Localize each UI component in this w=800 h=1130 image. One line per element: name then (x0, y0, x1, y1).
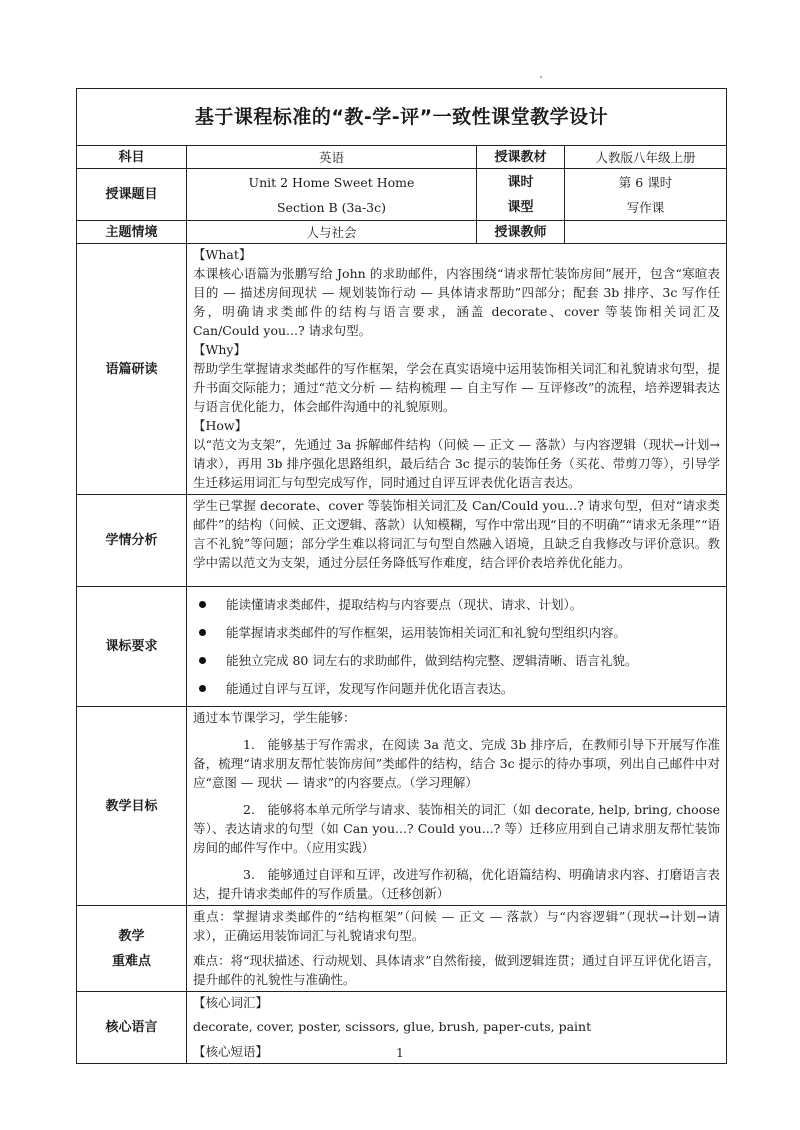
lesson-plan-table (76, 88, 727, 1064)
what-tag: 【What】 (193, 247, 252, 262)
objectives-content (187, 707, 727, 906)
material-label: 授课教材 (477, 146, 565, 169)
theme-value: 人与社会 (187, 221, 477, 244)
bullet-icon (199, 629, 206, 636)
objective-item: 1. 能够基于写作需求，在阅读 3a 范文、完成 3b 排序后，在教师引导下开展写作准备，梳理“请求朋友帮忙装饰房间”类邮件的结构，结合 3c 提示的待办事项，列出自己邮件中对应“意图 — 现状 — 请求”的内容要点。（学习理解） (193, 737, 720, 790)
text-study-content (187, 244, 727, 495)
key-points-label-line-1: 教学 (118, 928, 145, 944)
theme-label: 主题情境 (77, 221, 187, 244)
standards-item (193, 648, 720, 672)
standards-item-text: 能独立完成 80 词左右的求助邮件，做到结构完整、逻辑清晰、语言礼貌。 (226, 652, 638, 668)
objective-item: 3. 能够通过自评和互评，改进写作初稿，优化语篇结构、明确请求内容、打磨语言表达，提升请求类邮件的写作质量。（迁移创新） (193, 867, 720, 901)
objective-item: 2. 能够将本单元所学与请求、装饰相关的词汇（如 decorate, help, bring, choose 等）、表达请求的句型（如 Can you...? Could you...? 等）迁移应用到自己请求朋友帮忙装饰房间的邮件写作中。（应用实践） (193, 802, 720, 855)
document-title: 基于课程标准的“教-学-评”一致性课堂教学设计 (77, 89, 727, 146)
vocab-tag: 【核心词汇】 (193, 995, 269, 1010)
type-label: 课型 (507, 199, 534, 215)
teacher-value (565, 221, 727, 244)
type-value: 写作课 (626, 199, 665, 215)
key-points-label-line-2: 重难点 (111, 953, 151, 969)
teacher-label: 授课教师 (477, 221, 565, 244)
topic-line-2: Section B (3a-3c) (276, 199, 387, 215)
how-tag: 【How】 (193, 418, 248, 433)
phrase-tag: 【核心短语】 (193, 1044, 269, 1059)
standards-label: 课标要求 (77, 587, 187, 707)
standards-item (193, 676, 720, 700)
period-label: 课时 (507, 174, 534, 190)
learner-analysis-label: 学情分析 (77, 495, 187, 587)
objectives-label: 教学目标 (77, 707, 187, 906)
topic-label: 授课题目 (77, 169, 187, 221)
key-point-text: 重点：掌握请求类邮件的“结构框架”（问候 — 正文 — 落款）与“内容逻辑”（现状→计划→请求），正确运用装饰词汇与礼貌请求句型。 (193, 909, 720, 943)
scan-dot (540, 76, 542, 78)
period-type-value (565, 169, 727, 221)
standards-item-text: 能通过自评与互评，发现写作问题并优化语言表达。 (226, 680, 514, 696)
core-language-label: 核心语言 (77, 992, 187, 1064)
standards-item-text: 能掌握请求类邮件的写作框架，运用装饰相关词汇和礼貌句型组织内容。 (226, 624, 627, 640)
why-text: 帮助学生掌握请求类邮件的写作框架，学会在真实语境中运用装饰相关词汇和礼貌请求句型，提升书面交际能力；通过“范文分析 — 结构梳理 — 自主写作 — 互评修改”的流程，培养逻辑表达与语言优化能力，体会邮件沟通中的礼貌原则。 (193, 361, 720, 414)
standards-item (193, 592, 720, 616)
standards-list (187, 587, 727, 707)
page-number: 1 (396, 1046, 404, 1060)
learner-analysis-paragraph: 学生已掌握 decorate、cover 等装饰相关词汇及 Can/Could you...? 请求句型，但对“请求类邮件”的结构（问候、正文逻辑、落款）认知模糊，写作中常出现“目的不明确”“请求无条理”“语言不礼貌”等问题；部分学生难以将词汇与句型自然融入语境，且缺乏自我修改与评价意识。教学中需以范文为支架，通过分层任务降低写作难度，结合评价表培养优化能力。 (193, 498, 720, 570)
standards-item-text: 能读懂请求类邮件，提取结构与内容要点（现状、请求、计划）。 (226, 596, 583, 612)
subject-label: 科目 (77, 146, 187, 169)
subject-value: 英语 (187, 146, 477, 169)
key-points-content (187, 906, 727, 992)
material-value: 人教版八年级上册 (565, 146, 727, 169)
bullet-icon (199, 601, 206, 608)
how-text: 以“范文为支架”，先通过 3a 拆解邮件结构（问候 — 正文 — 落款）与内容逻辑（现状→计划→请求），再用 3b 排序强化思路组织，最后结合 3c 提示的装饰任务（买花、带剪刀等），引导学生迁移运用词汇与句型完成写作，同时通过自评互评表优化语言表达。 (193, 437, 720, 490)
learner-analysis-text (187, 495, 727, 587)
key-points-label (77, 906, 187, 992)
objectives-intro: 通过本节课学习，学生能够： (193, 710, 356, 725)
vocab-list: decorate, cover, poster, scissors, glue, brush, paper-cuts, paint (193, 1019, 592, 1034)
topic-value (187, 169, 477, 221)
bullet-icon (199, 685, 206, 692)
topic-line-1: Unit 2 Home Sweet Home (248, 174, 415, 190)
difficult-point-text: 难点：将“现状描述、行动规划、具体请求”自然衔接，做到逻辑连贯；通过自评互评优化语言，提升邮件的礼貌性与准确性。 (193, 953, 720, 987)
standards-item (193, 620, 720, 644)
period-type-label (477, 169, 565, 221)
period-value: 第 6 课时 (618, 174, 673, 190)
why-tag: 【Why】 (193, 342, 246, 357)
what-text: 本课核心语篇为张鹏写给 John 的求助邮件，内容围绕“请求帮忙装饰房间”展开，包含“寒暄表目的 — 描述房间现状 — 规划装饰行动 — 具体请求帮助”四部分；配套 3b 排序、3c 写作任务，明确请求类邮件的结构与语言要求，涵盖 decorate、cover 等装饰相关词汇及 Can/Could you...? 请求句型。 (193, 266, 720, 338)
bullet-icon (199, 657, 206, 664)
text-study-label: 语篇研读 (77, 244, 187, 495)
